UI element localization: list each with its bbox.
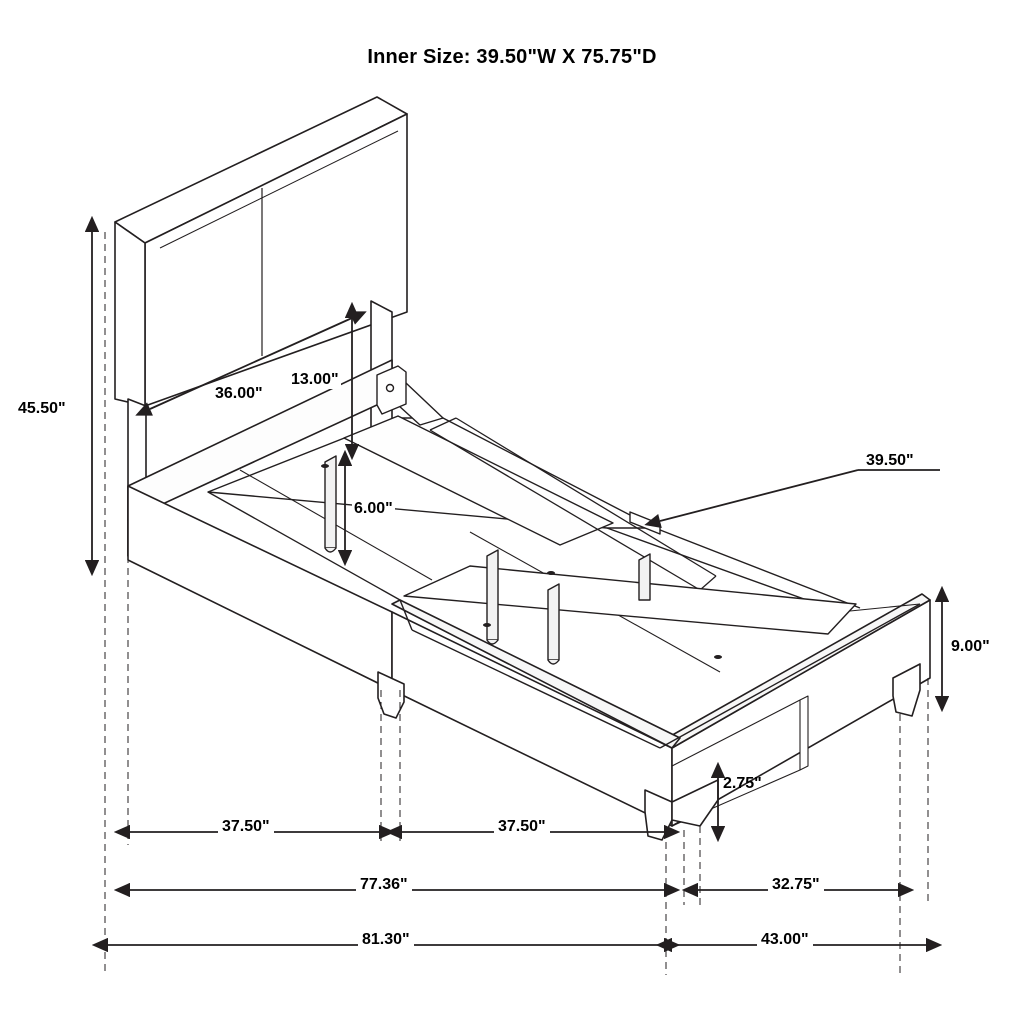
dim-label-half-length-back: 37.50": [494, 818, 550, 836]
dim-label-height-overall: 45.50": [18, 400, 66, 417]
dim-label-overall-length: 81.30": [358, 931, 414, 949]
dim-label-deck-height: 9.00": [951, 638, 990, 655]
dim-label-slat-height: 6.00": [354, 500, 393, 517]
dim-label-half-length-front: 37.50": [218, 818, 274, 836]
leader-inner-width: [660, 470, 940, 521]
dim-label-headboard-clearance: 13.00": [291, 371, 339, 388]
dim-label-inner-width: 39.50": [866, 452, 914, 469]
dim-label-leg-height: 2.75": [723, 775, 762, 792]
page-title: Inner Size: 39.50"W X 75.75"D: [367, 46, 657, 68]
dim-label-headboard-width: 36.00": [215, 385, 263, 402]
bed-outline-group: [115, 97, 930, 840]
dim-label-inner-length: 77.36": [356, 876, 412, 894]
dim-label-overall-width: 43.00": [757, 931, 813, 949]
dim-label-side-depth: 32.75": [768, 876, 824, 894]
